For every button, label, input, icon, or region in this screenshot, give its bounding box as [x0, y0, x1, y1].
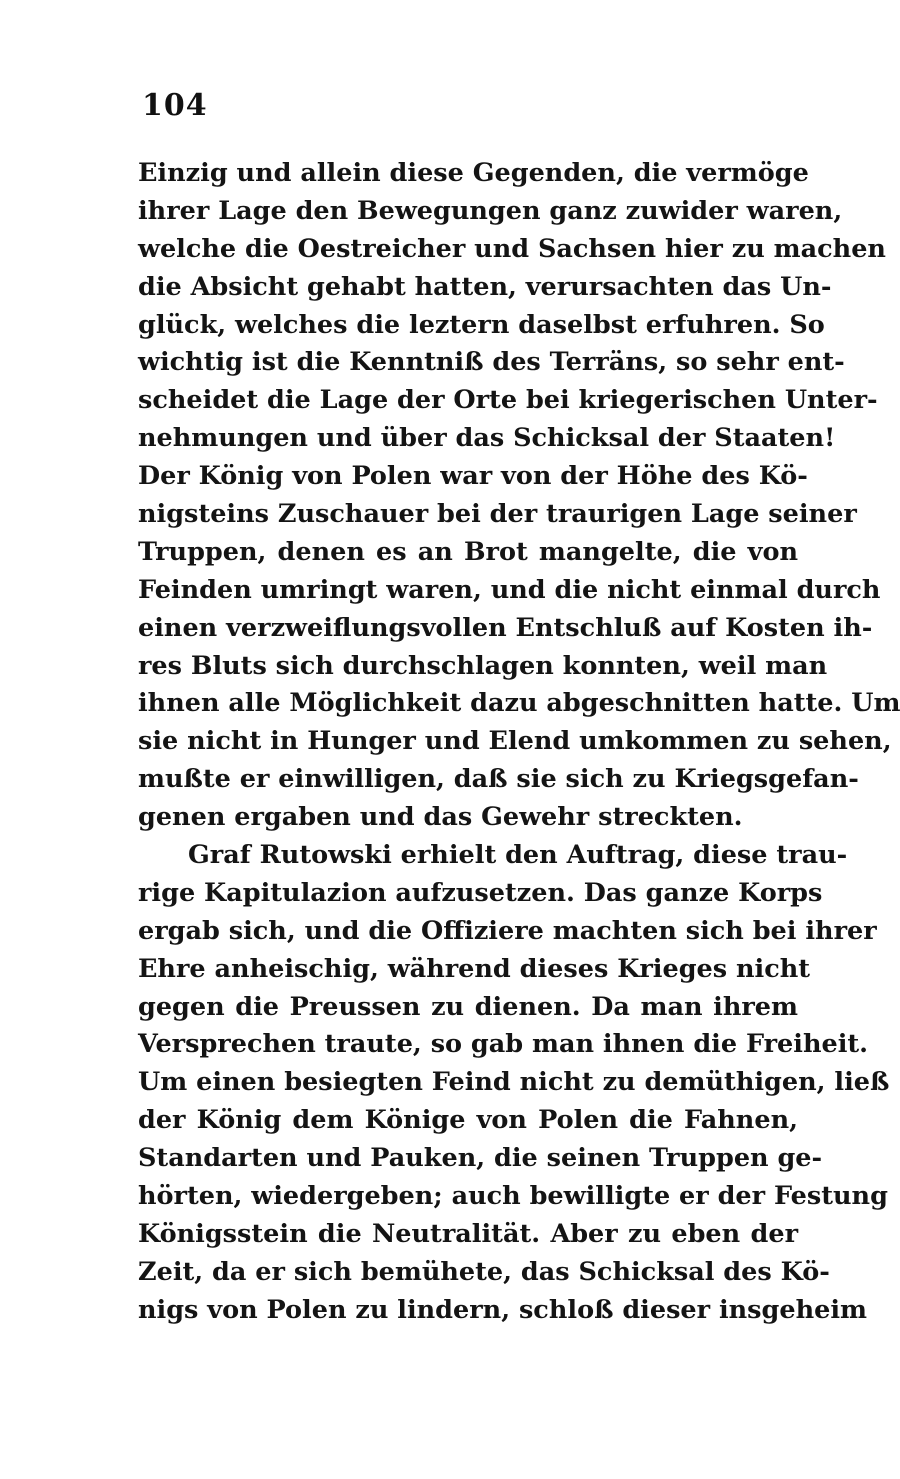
text-line: glück, welches die leztern daselbst erfuhren. So [138, 309, 825, 340]
text-line: Standarten und Pauken, die seinen Truppen ge- [138, 1143, 823, 1174]
text-line: Versprechen traute, so gab man ihnen die Freiheit. [138, 1029, 869, 1060]
text-line: ihnen alle Möglichkeit dazu abgeschnitten hatte. Um [138, 688, 900, 719]
text-line: einen verzweiflungsvollen Entschluß auf Kosten ih- [138, 612, 873, 643]
body-text [138, 155, 900, 1330]
text-line: Einzig und allein diese Gegenden, die vermöge [138, 158, 809, 188]
text-line: hörten, wiedergeben; auch bewilligte er der Festung [138, 1181, 888, 1212]
text-line: res Bluts sich durchschlagen konnten, weil man [138, 650, 828, 681]
text-line: die Absicht gehabt hatten, verursachten das Un- [138, 271, 832, 302]
text-line: gegen die Preussen zu dienen. Da man ihrem [138, 991, 798, 1022]
text-line: Ehre anheischig, während dieses Krieges nicht [138, 953, 811, 984]
text-line: scheidet die Lage der Orte bei kriegerischen Unter- [138, 385, 878, 416]
text-line: wichtig ist die Kenntniß des Terräns, so sehr ent- [138, 347, 845, 378]
paragraph-end-line: genen ergaben und das Gewehr streckten. [138, 802, 743, 833]
text-line: ihrer Lage den Bewegungen ganz zuwider waren, [138, 195, 843, 226]
text-line: Truppen, denen es an Brot mangelte, die von [138, 536, 798, 567]
text-line: nigs von Polen zu lindern, schloß dieser insgeheim [138, 1294, 868, 1325]
text-line: ergab sich, und die Offiziere machten sich bei ihrer [138, 915, 877, 946]
text-line: sie nicht in Hunger und Elend umkommen zu sehen, [138, 726, 892, 757]
text-line: Königsstein die Neutralität. Aber zu eben der [138, 1218, 798, 1249]
text-line: Feinden umringt waren, und die nicht einmal durch [138, 574, 881, 605]
text-line: Um einen besiegten Feind nicht zu demüthigen, ließ [138, 1067, 890, 1098]
text-line: Zeit, da er sich bemühete, das Schicksal des Kö- [138, 1256, 830, 1287]
text-line: der König dem Könige von Polen die Fahnen, [138, 1105, 798, 1136]
text-line: welche die Oestreicher und Sachsen hier zu machen [138, 233, 886, 264]
paragraph-start-line: Graf Rutowski erhielt den Auftrag, diese trau- [188, 840, 848, 871]
text-line: nigsteins Zuschauer bei der traurigen Lage seiner [138, 499, 857, 530]
text-line: nehmungen und über das Schicksal der Staaten! [138, 423, 836, 454]
text-line: mußte er einwilligen, daß sie sich zu Kriegsgefan- [138, 764, 859, 795]
text-line: Der König von Polen war von der Höhe des Kö- [138, 461, 808, 492]
page-number: 104 [142, 88, 208, 123]
text-line: rige Kapitulazion aufzusetzen. Das ganze Korps [138, 877, 823, 908]
